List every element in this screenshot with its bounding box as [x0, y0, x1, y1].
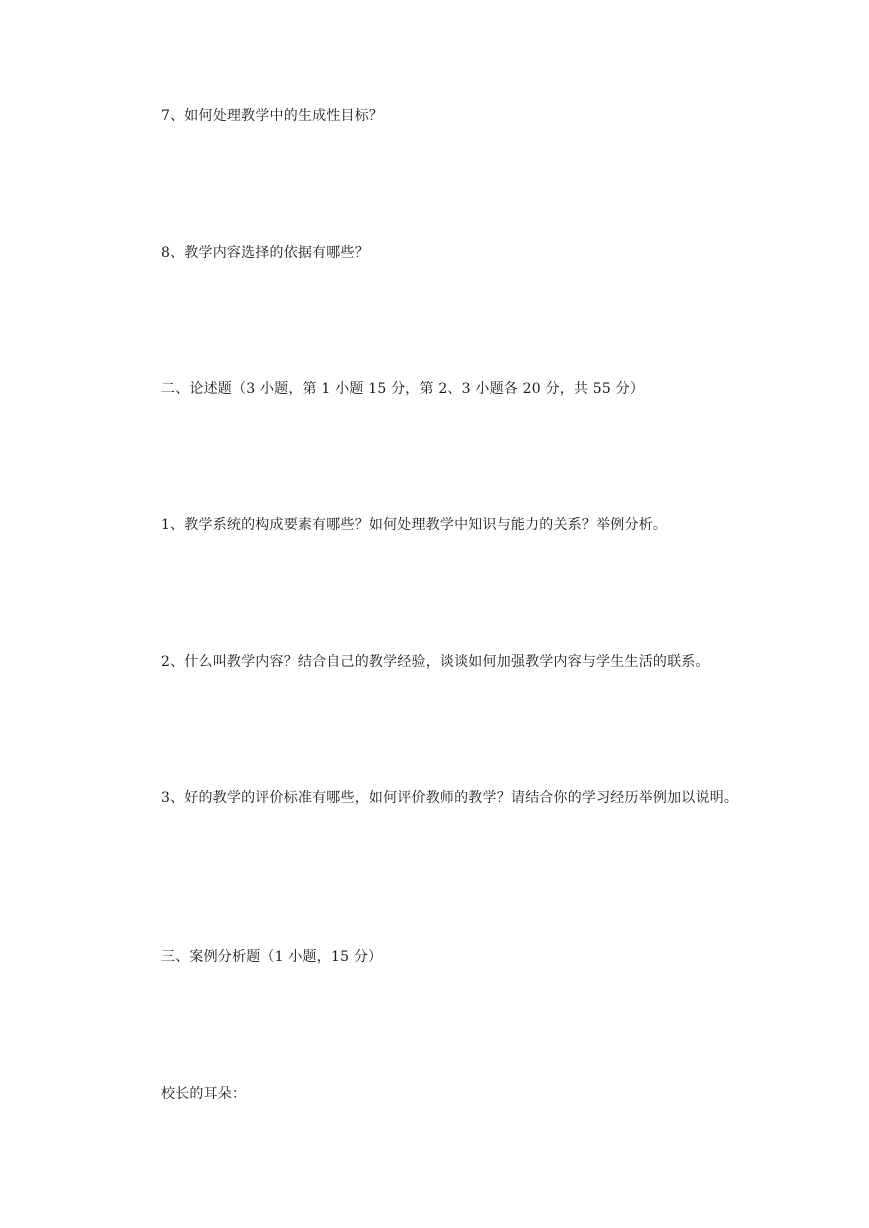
section-2-heading: 二、论述题（3 小题，第 1 小题 15 分，第 2、3 小题各 20 分，共 55 分） — [161, 381, 645, 397]
case-title: 校长的耳朵： — [161, 1086, 247, 1102]
question-7: 7、如何处理教学中的生成性目标？ — [161, 108, 384, 124]
essay-question-3: 3、好的教学的评价标准有哪些，如何评价教师的教学？请结合你的学习经历举例加以说明。 — [161, 790, 739, 806]
question-8: 8、教学内容选择的依据有哪些？ — [161, 245, 369, 261]
section-3-heading: 三、案例分析题（1 小题，15 分） — [161, 949, 383, 965]
essay-question-2: 2、什么叫教学内容？结合自己的教学经验，谈谈如何加强教学内容与学生生活的联系。 — [161, 654, 710, 670]
essay-question-1: 1、教学系统的构成要素有哪些？如何处理教学中知识与能力的关系？举例分析。 — [161, 517, 668, 533]
